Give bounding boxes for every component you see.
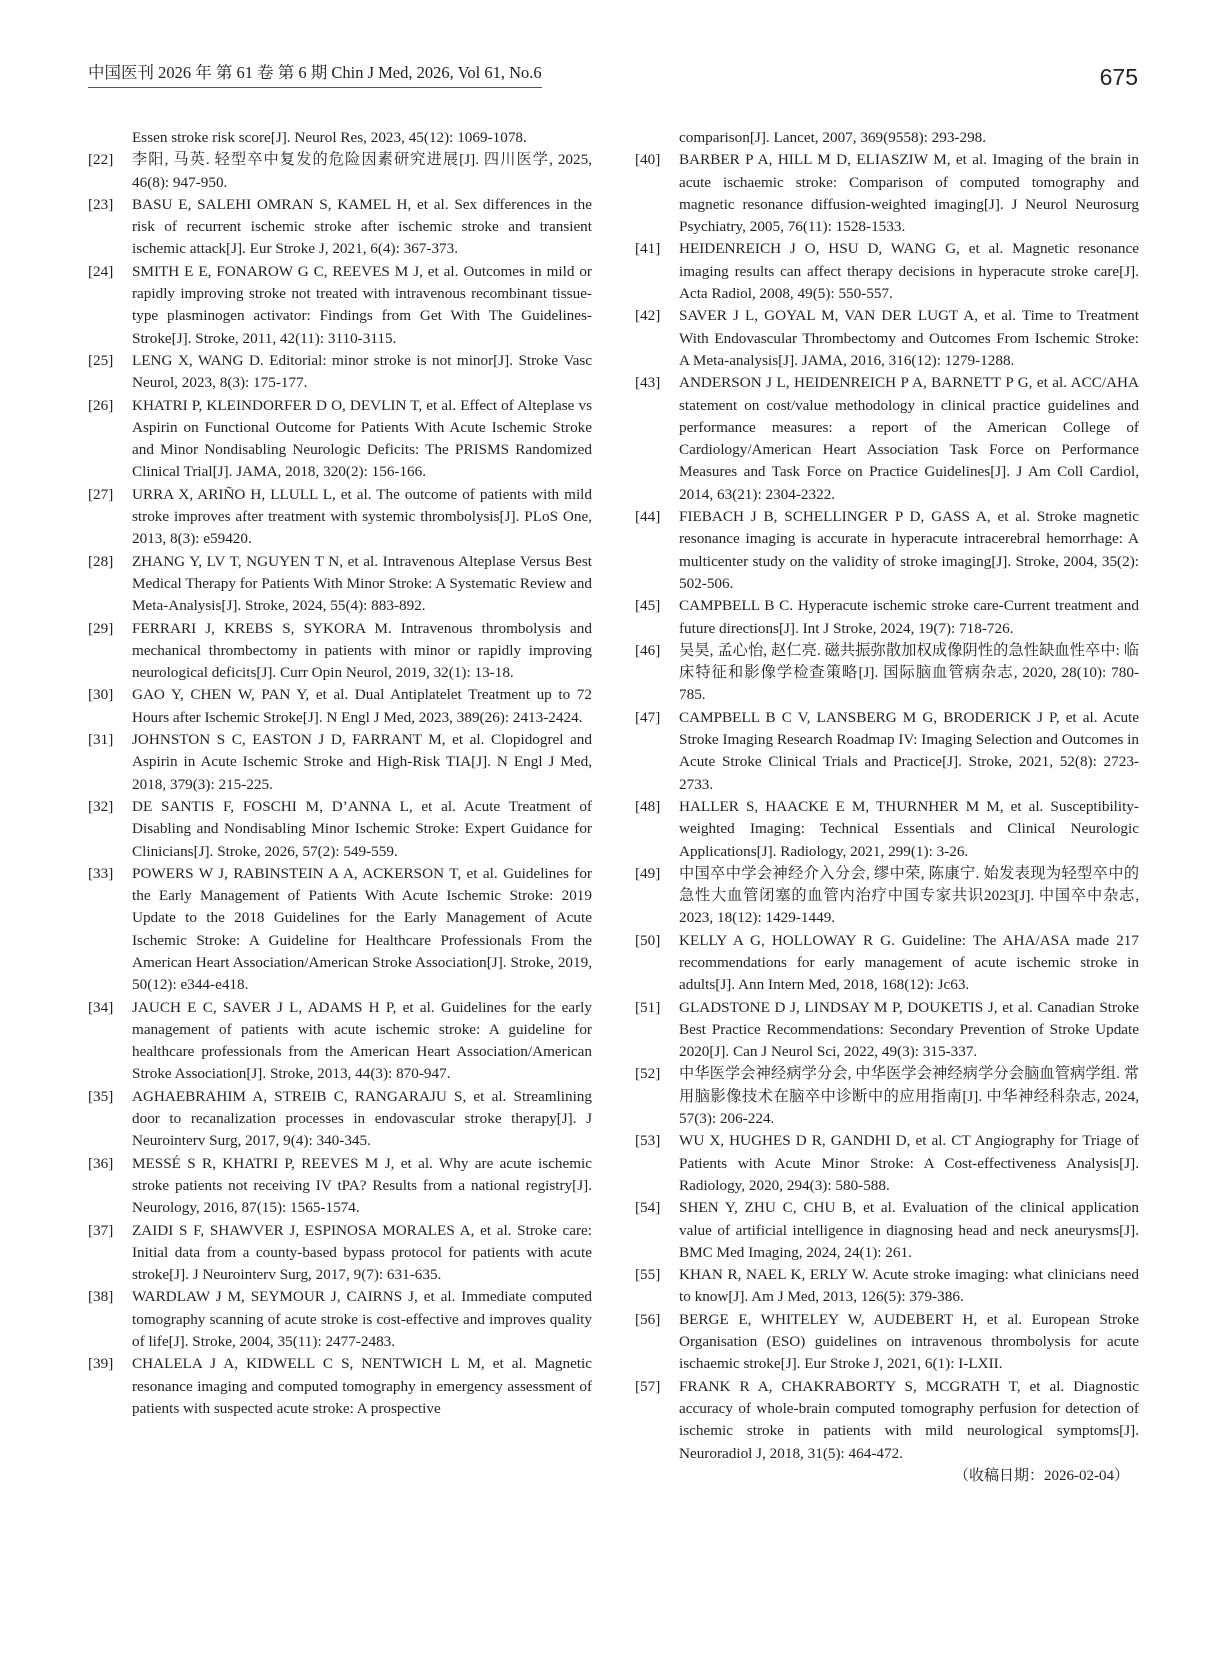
reference-entry — [635, 305, 1139, 372]
reference-number: [46] — [635, 641, 661, 659]
reference-entry — [88, 997, 592, 1086]
reference-text: CAMPBELL B C V, LANSBERG M G, BRODERICK J P, et al. Acute Stroke Imaging Research Roadmap IV: Imaging Selection and Outcomes in Acute Stroke Clinical Trials and Practice[J]. Stroke, 2021, 52(8): 2723-2733. — [679, 708, 1139, 793]
reference-text: CHALELA J A, KIDWELL C S, NENTWICH L M, et al. Magnetic resonance imaging and computed tomography in emergency assessment of patients with suspected acute stroke: A prospective — [132, 1355, 592, 1417]
reference-number: [44] — [635, 508, 661, 526]
reference-text: CAMPBELL B C. Hyperacute ischemic stroke care-Current treatment and future directions[J]. Int J Stroke, 2024, 19(7): 718-726. — [679, 597, 1139, 637]
reference-number: [52] — [635, 1065, 661, 1083]
reference-entry — [635, 595, 1139, 640]
reference-text: 中华医学会神经病学分会, 中华医学会神经病学分会脑血管病学组. 常用脑影像技术在脑卒中诊断中的应用指南[J]. 中华神经科杂志, 2024, 57(3): 206-224. — [679, 1065, 1139, 1128]
reference-number: [36] — [88, 1154, 114, 1172]
received-date: （收稿日期：2026-02-04） — [954, 1467, 1129, 1484]
reference-number: [26] — [88, 396, 114, 414]
reference-text: BASU E, SALEHI OMRAN S, KAMEL H, et al. Sex differences in the risk of recurrent ischemic stroke after ischemic stroke and transient ischemic attack[J]. Eur Stroke J, 2021, 6(4): 367-373. — [132, 195, 592, 258]
reference-text: FRANK R A, CHAKRABORTY S, MCGRATH T, et al. Diagnostic accuracy of whole-brain computed tomography perfusion for detection of ischemic stroke in patients with mild neurological symptoms[J]. Neuroradiol J, 2018, 31(5): 464-472. — [679, 1377, 1139, 1462]
reference-column-right — [635, 127, 1139, 1487]
reference-text: 吴昊, 孟心怡, 赵仁亮. 磁共振弥散加权成像阴性的急性缺血性卒中: 临床特征和影像学检查策略[J]. 国际脑血管病杂志, 2020, 28(10): 780-785. — [679, 641, 1139, 704]
reference-text: FERRARI J, KREBS S, SYKORA M. Intravenous thrombolysis and mechanical thrombectomy in patients with minor or rapidly improving neurological deficits[J]. Curr Opin Neurol, 2019, 32(1): 13-18. — [132, 619, 592, 682]
reference-entry — [88, 618, 592, 685]
reference-entry — [635, 997, 1139, 1064]
reference-entry — [635, 127, 1139, 149]
reference-entry — [88, 1086, 592, 1153]
journal-header: 中国医刊 2026 年 第 61 卷 第 6 期 Chin J Med, 2026, Vol 61, No.6 — [88, 62, 542, 88]
reference-number: [56] — [635, 1310, 661, 1328]
reference-entry — [88, 1286, 592, 1353]
reference-entry — [635, 372, 1139, 506]
reference-column-left — [88, 127, 592, 1420]
reference-text: KHAN R, NAEL K, ERLY W. Acute stroke imaging: what clinicians need to know[J]. Am J Med, 2013, 126(5): 379-386. — [679, 1266, 1139, 1306]
reference-entry — [635, 1309, 1139, 1376]
reference-text: LENG X, WANG D. Editorial: minor stroke is not minor[J]. Stroke Vasc Neurol, 2023, 8(3): 175-177. — [132, 351, 592, 392]
reference-entry — [88, 484, 592, 551]
reference-number: [43] — [635, 374, 661, 392]
reference-number: [23] — [88, 195, 114, 213]
reference-entry — [635, 1063, 1139, 1130]
reference-entry — [88, 350, 592, 395]
reference-text: BERGE E, WHITELEY W, AUDEBERT H, et al. European Stroke Organisation (ESO) guidelines on intravenous thrombolysis for acute ischaemic stroke[J]. Eur Stroke J, 2021, 6(1): I-LXII. — [679, 1310, 1139, 1373]
reference-text: WU X, HUGHES D R, GANDHI D, et al. CT Angiography for Triage of Patients with Acute Minor Stroke: A Cost-effectiveness Analysis[J]. Radiology, 2020, 294(3): 580-588. — [679, 1132, 1139, 1194]
reference-entry — [635, 930, 1139, 997]
reference-number: [22] — [88, 151, 114, 169]
reference-text: JOHNSTON S C, EASTON J D, FARRANT M, et al. Clopidogrel and Aspirin in Acute Ischemic Stroke and High-Risk TIA[J]. N Engl J Med, 2018, 379(3): 215-225. — [132, 731, 592, 793]
reference-entry — [88, 261, 592, 350]
reference-entry — [635, 863, 1139, 930]
reference-entry — [88, 149, 592, 194]
reference-entry — [635, 149, 1139, 238]
reference-text: SAVER J L, GOYAL M, VAN DER LUGT A, et al. Time to Treatment With Endovascular Thrombectomy and Outcomes From Ischemic Stroke: A Meta-analysis[J]. JAMA, 2016, 316(12): 1279-1288. — [679, 307, 1139, 369]
reference-entry — [635, 1264, 1139, 1309]
reference-number: [51] — [635, 998, 661, 1016]
reference-number: [27] — [88, 485, 114, 503]
reference-entry — [88, 1220, 592, 1287]
reference-text: BARBER P A, HILL M D, ELIASZIW M, et al. Imaging of the brain in acute ischaemic stroke: Comparison of computed tomography and magnetic resonance diffusion-weighted imaging[J]. J Neurol Neurosurg Psychiatry, 2005, 76(11): 1528-1533. — [679, 151, 1139, 236]
reference-number: [53] — [635, 1132, 661, 1150]
reference-number: [41] — [635, 240, 661, 258]
reference-entry — [635, 1130, 1139, 1197]
reference-entry — [88, 1153, 592, 1220]
reference-entry — [88, 127, 592, 149]
reference-text: 李阳, 马英. 轻型卒中复发的危险因素研究进展[J]. 四川医学, 2025, 46(8): 947-950. — [132, 151, 592, 191]
reference-text: ANDERSON J L, HEIDENREICH P A, BARNETT P G, et al. ACC/AHA statement on cost/value methodology in clinical practice guidelines and performance measures: a report of the American College of Cardiology/American Heart Association Task Force on Performance Measures and Task Force on Practice Guidelines[J]. J Am Coll Cardiol, 2014, 63(21): 2304-2322. — [679, 374, 1139, 503]
reference-entry — [635, 506, 1139, 595]
reference-text: JAUCH E C, SAVER J L, ADAMS H P, et al. Guidelines for the early management of patients with acute ischemic stroke: A guideline for healthcare professionals from the American Heart Association/American Stroke Association[J]. Stroke, 2013, 44(3): 870-947. — [132, 998, 592, 1083]
reference-text: SMITH E E, FONAROW G C, REEVES M J, et al. Outcomes in mild or rapidly improving stroke not treated with intravenous recombinant tissue-type plasminogen activator: Findings from Get With The Guidelines-Stroke[J]. Stroke, 2011, 42(11): 3110-3115. — [132, 262, 592, 347]
reference-text: HEIDENREICH J O, HSU D, WANG G, et al. Magnetic resonance imaging results can affect therapy decisions in hyperacute stroke care[J]. Acta Radiol, 2008, 49(5): 550-557. — [679, 240, 1139, 303]
reference-text: GLADSTONE D J, LINDSAY M P, DOUKETIS J, et al. Canadian Stroke Best Practice Recommendations: Secondary Prevention of Stroke Update 2020[J]. Can J Neurol Sci, 2022, 49(3): 315-337. — [679, 998, 1139, 1061]
reference-text: POWERS W J, RABINSTEIN A A, ACKERSON T, et al. Guidelines for the Early Management of Patients With Acute Ischemic Stroke: 2019 Update to the 2018 Guidelines for the Early Management of Acute Ischemic Stroke: A Guideline for Healthcare Professionals From the American Heart Association/American Stroke Association[J]. Stroke, 2019, 50(12): e344-e418. — [132, 864, 592, 994]
reference-text: HALLER S, HAACKE E M, THURNHER M M, et al. Susceptibility-weighted Imaging: Technical Essentials and Clinical Neurologic Applications[J]. Radiology, 2021, 299(1): 3-26. — [679, 797, 1139, 860]
reference-number: [32] — [88, 797, 114, 815]
reference-text: comparison[J]. Lancet, 2007, 369(9558): 293-298. — [679, 129, 987, 146]
page-number: 675 — [1099, 64, 1138, 90]
reference-entry — [88, 194, 592, 261]
reference-number: [54] — [635, 1199, 661, 1217]
reference-text: AGHAEBRAHIM A, STREIB C, RANGARAJU S, et al. Streamlining door to recanalization processes in endovascular stroke therapy[J]. J Neurointerv Surg, 2017, 9(4): 340-345. — [132, 1087, 592, 1150]
reference-entry — [635, 1376, 1139, 1465]
reference-number: [47] — [635, 708, 661, 726]
reference-entry — [88, 796, 592, 863]
reference-entry — [88, 551, 592, 618]
reference-number: [25] — [88, 351, 114, 369]
reference-entry — [635, 796, 1139, 863]
reference-number: [34] — [88, 998, 114, 1016]
page-header — [88, 62, 1138, 98]
reference-number: [29] — [88, 619, 114, 637]
reference-text: MESSÉ S R, KHATRI P, REEVES M J, et al. Why are acute ischemic stroke patients not receiving IV tPA? Results from a national registry[J]. Neurology, 2016, 87(15): 1565-1574. — [132, 1154, 592, 1217]
reference-number: [30] — [88, 686, 114, 704]
reference-entry — [88, 684, 592, 729]
reference-number: [39] — [88, 1355, 114, 1373]
reference-number: [55] — [635, 1266, 661, 1284]
reference-entry — [635, 707, 1139, 796]
reference-entry — [635, 1197, 1139, 1264]
reference-entry — [88, 395, 592, 484]
reference-text: URRA X, ARIÑO H, LLULL L, et al. The outcome of patients with mild stroke improves after treatment with systemic thrombolysis[J]. PLoS One, 2013, 8(3): e59420. — [132, 485, 592, 548]
reference-number: [57] — [635, 1377, 661, 1395]
reference-number: [37] — [88, 1221, 114, 1239]
reference-text: FIEBACH J B, SCHELLINGER P D, GASS A, et al. Stroke magnetic resonance imaging is accurate in hyperacute intracerebral hemorrhage: A multicenter study on the validity of stroke imaging[J]. Stroke, 2004, 35(2): 502-506. — [679, 508, 1139, 592]
reference-text: WARDLAW J M, SEYMOUR J, CAIRNS J, et al. Immediate computed tomography scanning of acute stroke is cost-effective and improves quality of life[J]. Stroke, 2004, 35(11): 2477-2483. — [132, 1288, 592, 1351]
reference-text: SHEN Y, ZHU C, CHU B, et al. Evaluation of the clinical application value of artificial intelligence in diagnosing head and neck aneurysms[J]. BMC Med Imaging, 2024, 24(1): 261. — [679, 1199, 1139, 1261]
reference-number: [40] — [635, 151, 661, 169]
reference-entry — [88, 729, 592, 796]
reference-text: DE SANTIS F, FOSCHI M, D’ANNA L, et al. Acute Treatment of Disabling and Nondisabling Minor Ischemic Stroke: Expert Guidance for Clinicians[J]. Stroke, 2026, 57(2): 549-559. — [132, 797, 592, 860]
reference-number: [35] — [88, 1087, 114, 1105]
reference-text: 中国卒中学会神经介入分会, 缪中荣, 陈康宁. 始发表现为轻型卒中的急性大血管闭塞的血管内治疗中国专家共识2023[J]. 中国卒中杂志, 2023, 18(12): 1429-1449. — [679, 864, 1139, 927]
reference-number: [45] — [635, 597, 661, 615]
reference-number: [31] — [88, 731, 114, 749]
reference-number: [24] — [88, 262, 114, 280]
reference-number: [38] — [88, 1288, 114, 1306]
reference-number: [48] — [635, 797, 661, 815]
reference-number: [50] — [635, 931, 661, 949]
reference-text: ZAIDI S F, SHAWVER J, ESPINOSA MORALES A, et al. Stroke care: Initial data from a county-based bypass protocol for patients with acute stroke[J]. J Neurointerv Surg, 2017, 9(7): 631-635. — [132, 1221, 592, 1284]
reference-number: [42] — [635, 307, 661, 325]
reference-text: GAO Y, CHEN W, PAN Y, et al. Dual Antiplatelet Treatment up to 72 Hours after Ischemic Stroke[J]. N Engl J Med, 2023, 389(26): 2413-2424. — [132, 686, 592, 726]
reference-entry — [635, 238, 1139, 305]
reference-text: KELLY A G, HOLLOWAY R G. Guideline: The AHA/ASA made 217 recommendations for early management of acute ischemic stroke in adults[J]. Ann Intern Med, 2018, 168(12): Jc63. — [679, 931, 1139, 994]
reference-entry — [88, 1353, 592, 1420]
reference-number: [49] — [635, 864, 661, 882]
reference-number: [33] — [88, 864, 114, 882]
reference-entry — [635, 640, 1139, 707]
reference-text: ZHANG Y, LV T, NGUYEN T N, et al. Intravenous Alteplase Versus Best Medical Therapy for Patients With Minor Stroke: A Systematic Review and Meta-Analysis[J]. Stroke, 2024, 55(4): 883-892. — [132, 552, 592, 615]
reference-text: KHATRI P, KLEINDORFER D O, DEVLIN T, et al. Effect of Alteplase vs Aspirin on Functional Outcome for Patients With Acute Ischemic Stroke and Minor Nondisabling Neurologic Deficits: The PRISMS Randomized Clinical Trial[J]. JAMA, 2018, 320(2): 156-166. — [132, 396, 592, 481]
reference-entry — [88, 863, 592, 997]
reference-number: [28] — [88, 552, 114, 570]
reference-text: Essen stroke risk score[J]. Neurol Res, 2023, 45(12): 1069-1078. — [132, 129, 527, 146]
